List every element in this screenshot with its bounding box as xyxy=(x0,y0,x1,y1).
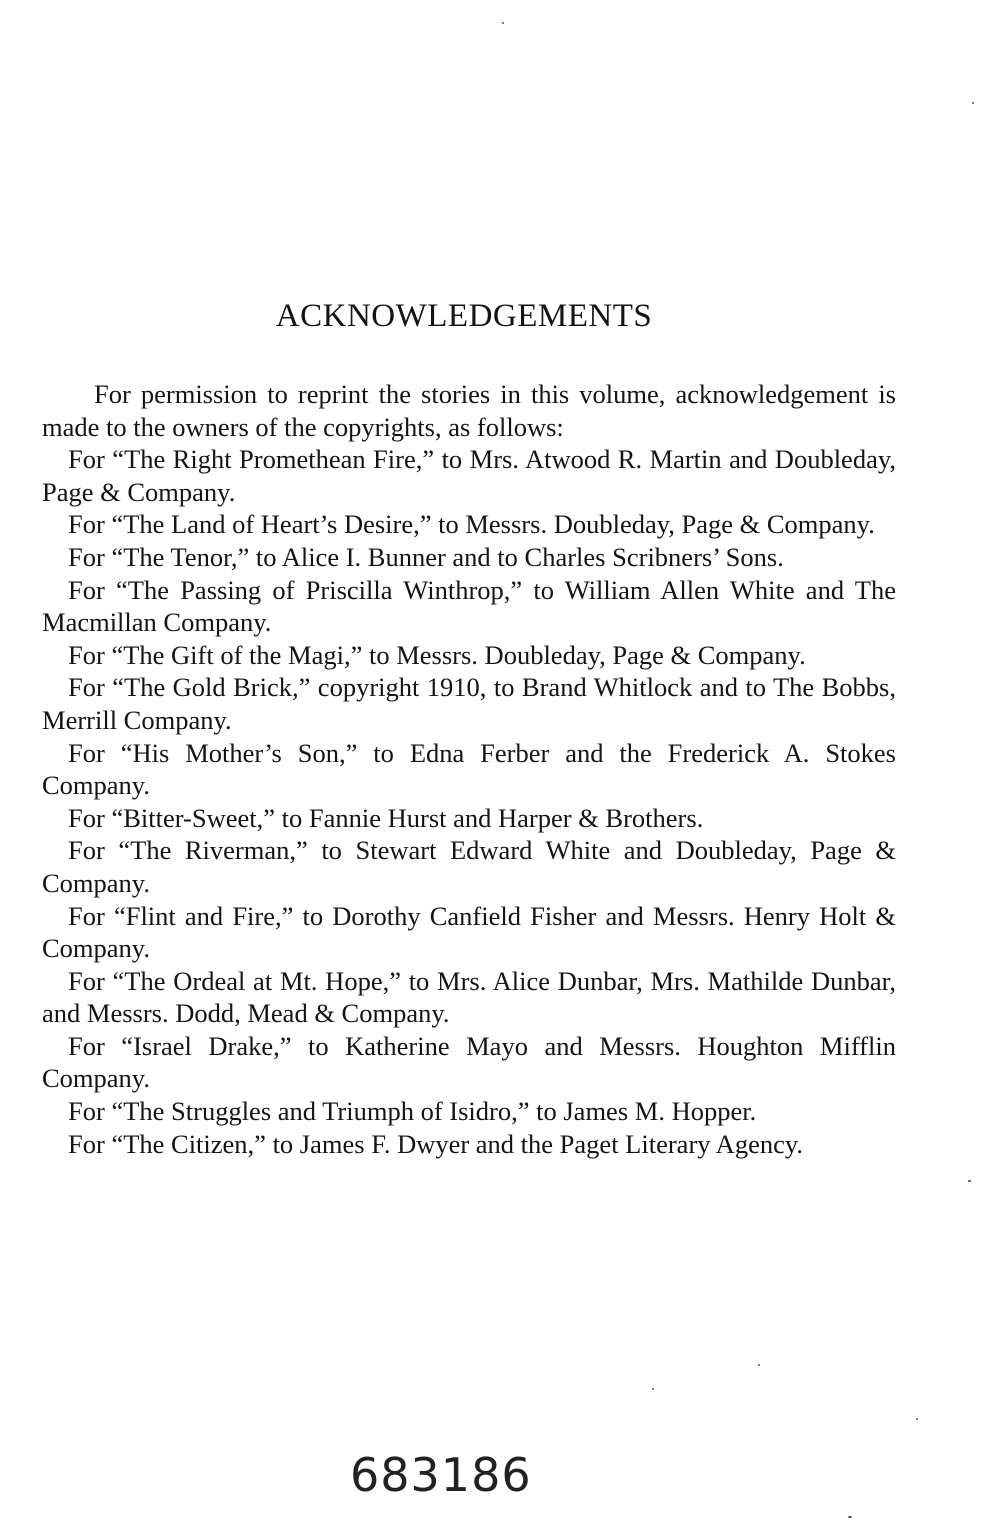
scan-speck xyxy=(652,1388,654,1390)
scan-speck xyxy=(972,102,974,104)
page-title: ACKNOWLEDGEMENTS xyxy=(275,298,653,334)
acknowledgement-entry: For “The Ordeal at Mt. Hope,” to Mrs. Alice Dunbar, Mrs. Mathilde Dunbar, and Messrs. Dodd, Mead & Company. xyxy=(42,965,896,1029)
acknowledgement-entry: For “The Passing of Priscilla Winthrop,” to William Allen White and The Macmillan Company. xyxy=(42,574,896,638)
acknowledgement-entry: For “The Right Promethean Fire,” to Mrs. Atwood R. Martin and Doubleday, Page & Company. xyxy=(42,444,896,507)
stamped-number: 683186 xyxy=(350,1448,532,1502)
acknowledgement-entry: For “Flint and Fire,” to Dorothy Canfield Fisher and Messrs. Henry Holt & Company. xyxy=(42,900,896,964)
intro-paragraph: For permission to reprint the stories in this volume, acknowledgement is made to the owners of the copyrights, as follows: xyxy=(42,379,896,442)
scan-speck xyxy=(502,22,504,24)
acknowledgement-entry: For “The Land of Heart’s Desire,” to Messrs. Doubleday, Page & Company. xyxy=(68,509,875,540)
scan-speck xyxy=(848,1516,852,1518)
acknowledgements-body xyxy=(42,378,896,1160)
scan-speck xyxy=(968,1180,971,1182)
acknowledgement-entry: For “Israel Drake,” to Katherine Mayo and Messrs. Houghton Mifflin Company. xyxy=(42,1030,896,1094)
scan-speck xyxy=(758,1364,760,1366)
acknowledgement-entry: For “The Struggles and Triumph of Isidro,” to James M. Hopper. xyxy=(68,1096,757,1127)
scan-speck xyxy=(916,1418,918,1420)
acknowledgement-entry: For “The Riverman,” to Stewart Edward White and Doubleday, Page & Company. xyxy=(42,835,896,898)
acknowledgement-entry: For “His Mother’s Son,” to Edna Ferber and the Frederick A. Stokes Company. xyxy=(42,737,896,801)
acknowledgement-entry: For “The Gold Brick,” copyright 1910, to Brand Whitlock and to The Bobbs, Merrill Company. xyxy=(42,672,896,735)
acknowledgement-entry: For “The Tenor,” to Alice I. Bunner and to Charles Scribners’ Sons. xyxy=(68,541,784,572)
acknowledgement-entry: For “The Gift of the Magi,” to Messrs. Doubleday, Page & Company. xyxy=(68,639,806,670)
acknowledgement-entry: For “The Citizen,” to James F. Dwyer and the Paget Literary Agency. xyxy=(68,1128,803,1159)
acknowledgement-entry: For “Bitter-Sweet,” to Fannie Hurst and Harper & Brothers. xyxy=(68,802,704,833)
